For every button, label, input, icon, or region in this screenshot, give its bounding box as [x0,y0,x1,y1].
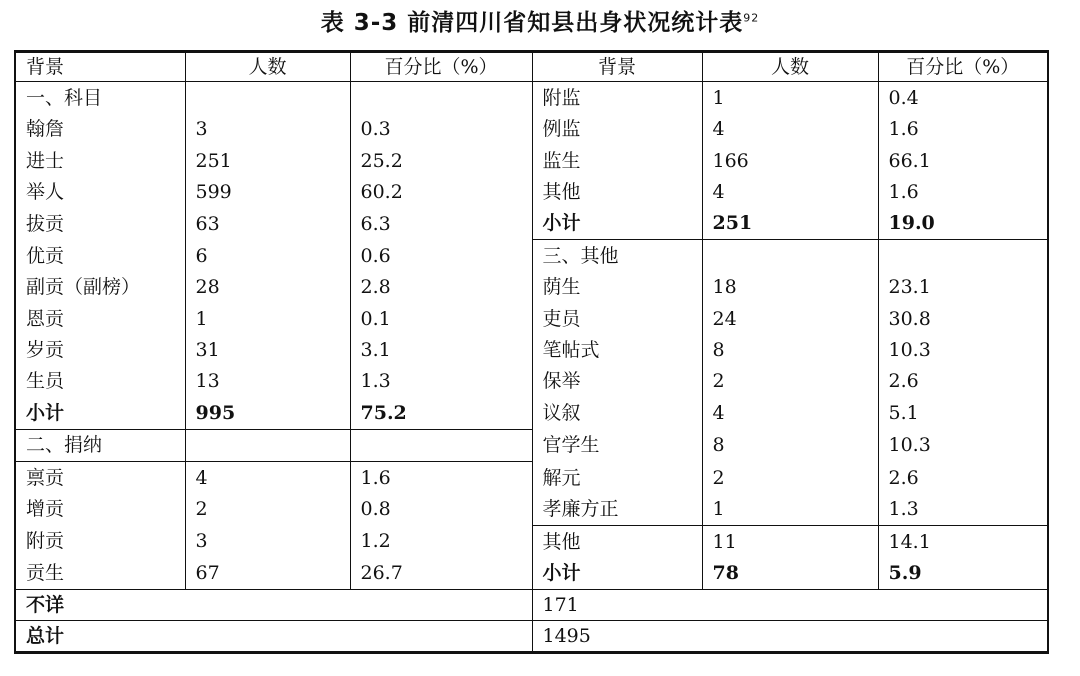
header-cell: 人数 [185,52,350,82]
table-cell: 24 [702,303,878,334]
unknown-row [15,590,1048,621]
table-cell: 0.3 [350,113,532,144]
table-cell: 2 [702,366,878,397]
table-row [15,462,1048,494]
table-cell: 13 [185,366,350,397]
table-cell: 副贡（副榜） [15,272,185,303]
table-cell: 2.8 [350,272,532,303]
header-cell: 背景 [15,52,185,82]
table-row [15,429,1048,462]
footer-value: 171 [532,590,1048,621]
table-row [15,113,1048,144]
table-cell: 增贡 [15,494,185,526]
table-cell: 1 [702,494,878,526]
table-cell: 拔贡 [15,208,185,240]
table-cell: 解元 [532,462,702,494]
table-cell: 1 [185,303,350,334]
table-cell: 5.9 [878,557,1048,589]
table-row [15,272,1048,303]
header-cell: 背景 [532,52,702,82]
table-cell: 4 [702,397,878,429]
statistics-table [14,50,1049,654]
table-cell [702,240,878,272]
footer-label: 不详 [15,590,532,621]
table-cell: 1.6 [878,113,1048,144]
table-cell: 翰詹 [15,113,185,144]
table-cell: 1.3 [878,494,1048,526]
table-cell: 1.6 [350,462,532,494]
table-cell: 恩贡 [15,303,185,334]
table-row [15,145,1048,176]
table-cell: 251 [702,208,878,240]
table-cell: 0.4 [878,82,1048,114]
table-cell: 8 [702,334,878,365]
table-cell: 11 [702,525,878,557]
table-cell: 生员 [15,366,185,397]
table-cell [185,82,350,114]
table-cell: 小计 [15,397,185,429]
table-cell: 0.6 [350,240,532,272]
table-cell: 0.1 [350,303,532,334]
table-cell: 三、其他 [532,240,702,272]
table-row [15,208,1048,240]
table-cell: 30.8 [878,303,1048,334]
table-cell: 5.1 [878,397,1048,429]
table-cell: 14.1 [878,525,1048,557]
table-title-text: 表 3-3 前清四川省知县出身状况统计表 [320,10,744,36]
table-cell: 议叙 [532,397,702,429]
table-cell: 67 [185,557,350,589]
table-cell: 1.3 [350,366,532,397]
table-cell: 附监 [532,82,702,114]
table-cell: 3 [185,113,350,144]
table-cell: 995 [185,397,350,429]
table-cell: 小计 [532,208,702,240]
table-cell: 6.3 [350,208,532,240]
header-cell: 百分比（%） [878,52,1048,82]
table-cell: 3.1 [350,334,532,365]
table-cell: 26.7 [350,557,532,589]
table-cell: 1.2 [350,525,532,557]
table-cell: 一、科目 [15,82,185,114]
table-cell: 28 [185,272,350,303]
table-row [15,240,1048,272]
table-row [15,557,1048,589]
table-cell: 75.2 [350,397,532,429]
footnote-marker: 92 [743,11,760,25]
table-cell: 18 [702,272,878,303]
table-cell: 4 [185,462,350,494]
table-title [0,4,1080,37]
table-cell: 599 [185,176,350,207]
table-cell: 其他 [532,525,702,557]
table-cell: 31 [185,334,350,365]
table-cell: 66.1 [878,145,1048,176]
table-row [15,494,1048,526]
total-row [15,621,1048,653]
table-cell: 例监 [532,113,702,144]
table-cell: 官学生 [532,429,702,462]
table-cell [350,82,532,114]
table-cell: 荫生 [532,272,702,303]
table-row [15,334,1048,365]
table-cell: 2.6 [878,462,1048,494]
table-cell: 60.2 [350,176,532,207]
table-cell: 2 [702,462,878,494]
header-row [15,52,1048,82]
table-cell: 岁贡 [15,334,185,365]
table-cell: 贡生 [15,557,185,589]
table-cell: 10.3 [878,334,1048,365]
table-cell: 19.0 [878,208,1048,240]
table-row [15,366,1048,397]
table-cell: 6 [185,240,350,272]
table-cell: 4 [702,176,878,207]
table-row [15,525,1048,557]
table-cell: 166 [702,145,878,176]
table-cell: 笔帖式 [532,334,702,365]
table-cell: 监生 [532,145,702,176]
table-row [15,82,1048,114]
table-cell: 吏员 [532,303,702,334]
table-cell: 2 [185,494,350,526]
table-cell: 3 [185,525,350,557]
table-cell: 二、捐纳 [15,429,185,462]
table-cell: 78 [702,557,878,589]
footer-label: 总计 [15,621,532,653]
table-cell: 优贡 [15,240,185,272]
footer-value: 1495 [532,621,1048,653]
table-cell: 63 [185,208,350,240]
table-cell [350,429,532,462]
table-row [15,303,1048,334]
header-cell: 人数 [702,52,878,82]
table-row [15,397,1048,429]
table-cell: 小计 [532,557,702,589]
table-row [15,176,1048,207]
table-cell: 10.3 [878,429,1048,462]
table-cell: 0.8 [350,494,532,526]
table-cell: 孝廉方正 [532,494,702,526]
table-cell: 23.1 [878,272,1048,303]
table-cell: 1 [702,82,878,114]
table-cell: 禀贡 [15,462,185,494]
table-cell: 附贡 [15,525,185,557]
table-cell [878,240,1048,272]
table-cell: 251 [185,145,350,176]
table-cell: 举人 [15,176,185,207]
table-cell: 2.6 [878,366,1048,397]
table-cell: 4 [702,113,878,144]
table-cell [185,429,350,462]
table-cell: 8 [702,429,878,462]
table-cell: 保举 [532,366,702,397]
header-cell: 百分比（%） [350,52,532,82]
table-cell: 1.6 [878,176,1048,207]
table-cell: 进士 [15,145,185,176]
table-body [15,52,1048,653]
table-cell: 其他 [532,176,702,207]
table-cell: 25.2 [350,145,532,176]
